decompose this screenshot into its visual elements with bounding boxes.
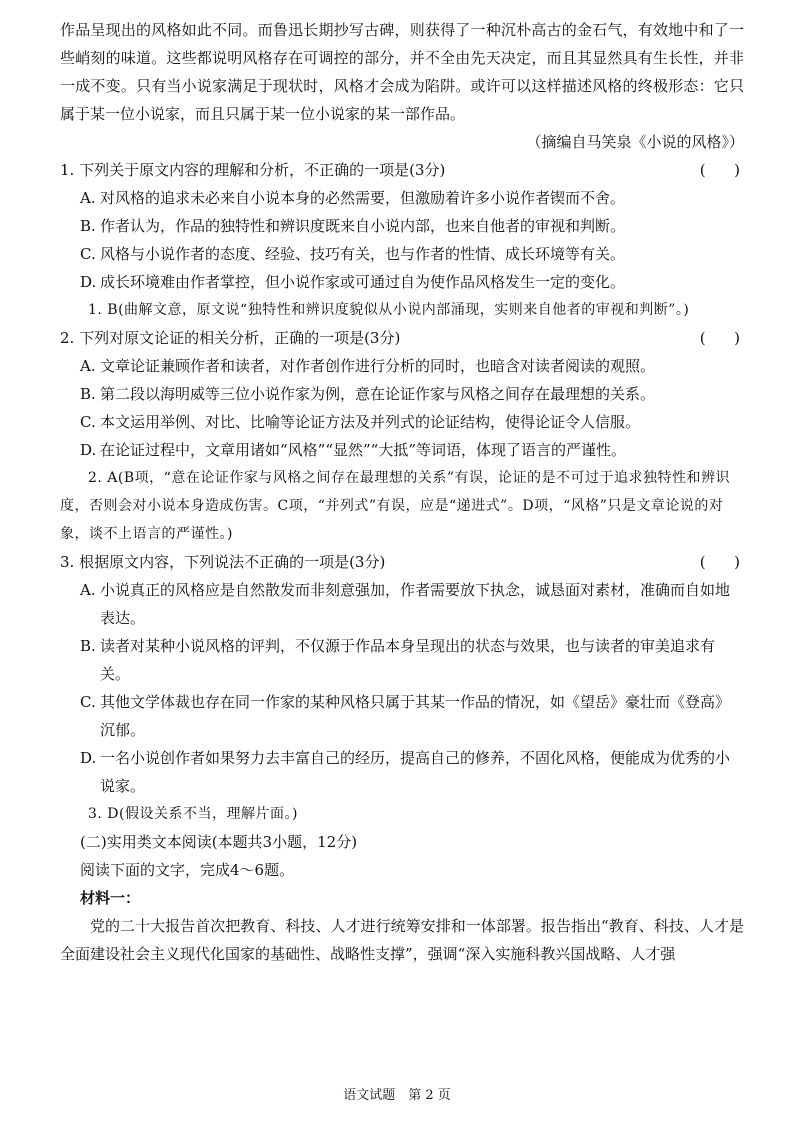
answer-bracket: ( ) <box>699 161 740 179</box>
section-instruction: 阅读下面的文字，完成4～6题。 <box>80 861 295 879</box>
source-citation: （摘编自马笑泉《小说的风格》） <box>526 133 744 151</box>
option-b: B. 作者认为，作品的独特性和辨识度既来自小说内部，也来自他者的审视和判断。 <box>80 217 626 235</box>
option-d: D. 一名小说创作者如果努力去丰富自己的经历，提高自己的修养，不固化风格，便能成为优秀的小说家。 <box>80 749 731 795</box>
answer-bracket: ( ) <box>699 553 740 571</box>
option-d: D. 在论证过程中，文章用诸如“风格”“显然”“大抵”等词语，体现了语言的严谨性。 <box>80 441 627 459</box>
answer-explanation: 2. A(B项，“意在论证作家与风格之间存在最理想的关系”有误，论证的是不可过于追求独特性和辨识度，否则会对小说本身造成伤害。C项，“并列式”有误，应是“递进式”。D项，“风格”只是文章论说的对象，谈不上语言的严谨性。) <box>60 470 730 542</box>
page-footer: 语文试题 第 2 页 <box>343 1088 451 1103</box>
option-c: C. 其他文学体裁也存在同一作家的某种风格只属于其某一作品的情况，如《望岳》豪壮而《登高》沉郁。 <box>80 693 731 739</box>
option-a: A. 小说真正的风格应是自然散发而非刻意强加，作者需要放下执念，诚恳面对素材，准确而自如地表达。 <box>80 581 731 627</box>
option-b: B. 第二段以海明威等三位小说作家为例，意在论证作家与风格之间存在最理想的关系。 <box>80 385 656 403</box>
answer-explanation: 1. B(曲解文意，原文说“独特性和辨识度貌似从小说内部涌现，实则来自他者的审视和判断”。) <box>88 302 690 318</box>
option-a: A. 文章论证兼顾作者和读者，对作者创作进行分析的同时，也暗含对读者阅读的观照。 <box>80 357 656 375</box>
option-b: B. 读者对某种小说风格的评判，不仅源于作品本身呈现出的状态与效果，也与读者的审美追求有关。 <box>80 637 716 683</box>
question-2 <box>60 324 744 548</box>
option-c: C. 本文运用举例、对比、比喻等论证方法及并列式的论证结构，使得论证令人信服。 <box>80 413 641 431</box>
answer-explanation: 3. D(假设关系不当，理解片面。) <box>88 806 298 822</box>
material-label: 材料一： <box>80 889 141 907</box>
material-paragraph: 党的二十大报告首次把教育、科技、人才进行统筹安排和一体部署。报告指出“教育、科技、人才是全面建设社会主义现代化国家的基础性、战略性支撑”，强调“深入实施科教兴国战略、人才强 <box>60 917 744 963</box>
page-content <box>60 16 744 968</box>
intro-paragraph: 作品呈现出的风格如此不同。而鲁迅长期抄写古碑，则获得了一种沉朴高古的金石气，有效地中和了一些峭刻的味道。这些都说明风格存在可调控的部分，并不全由先天决定，而且其显然具有生长性，并非一成不变。只有当小说家满足于现状时，风格才会成为陷阱。或许可以这样描述风格的终极形态：它只属于某一位小说家，而且只属于某一位小说家的某一部作品。 <box>60 21 744 123</box>
option-d: D. 成长环境难由作者掌控，但小说作家或可通过自为使作品风格发生一定的变化。 <box>80 273 626 291</box>
option-a: A. 对风格的追求未必来自小说本身的必然需要，但激励着许多小说作者锲而不舍。 <box>80 189 626 207</box>
question-stem: 3. 根据原文内容，下列说法不正确的一项是(3分) <box>60 553 386 571</box>
question-stem: 2. 下列对原文论证的相关分析，正确的一项是(3分) <box>60 329 401 347</box>
question-3 <box>60 548 744 828</box>
section-title: (二)实用类文本阅读(本题共3小题，12分) <box>80 833 358 851</box>
question-stem: 1. 下列关于原文内容的理解和分析，不正确的一项是(3分) <box>60 161 446 179</box>
answer-bracket: ( ) <box>699 329 740 347</box>
option-c: C. 风格与小说作者的态度、经验、技巧有关，也与作者的性情、成长环境等有关。 <box>80 245 626 263</box>
question-1 <box>60 156 744 324</box>
